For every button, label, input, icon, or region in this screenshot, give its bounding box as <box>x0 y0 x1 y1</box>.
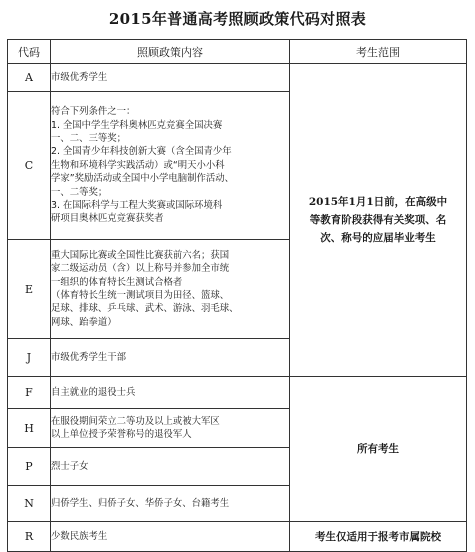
content-line: 少数民族考生 <box>51 530 108 542</box>
content-line: 烈士子女 <box>51 460 89 472</box>
content-line: 研项目奥林匹克竞赛获奖者 <box>51 213 164 225</box>
scope-line: 所有考生 <box>357 443 399 455</box>
policy-code-table <box>7 39 467 552</box>
content-line: 学家”奖励活动或全国中小学电脑制作活动、 <box>51 173 234 185</box>
policy-content <box>51 92 290 240</box>
policy-code: C <box>8 92 51 240</box>
table-row <box>8 64 467 92</box>
policy-content <box>51 377 290 409</box>
policy-content <box>51 522 290 552</box>
content-line: （体育特长生统一测试项目为田径、篮球、 <box>51 290 230 301</box>
policy-code: N <box>8 486 51 522</box>
policy-content <box>51 64 290 92</box>
policy-code: R <box>8 522 51 552</box>
scope-cell-municipal <box>290 522 467 552</box>
policy-content <box>51 409 290 448</box>
content-line: 一、二、三等奖； <box>51 132 127 144</box>
content-line: 生物和环境科学实践活动）或“明天小小科 <box>51 159 225 171</box>
scope-line: 考生仅适用于报考市属院校 <box>315 530 441 543</box>
scope-line: 次、称号的应届毕业考生 <box>320 232 436 244</box>
table-row <box>8 522 467 552</box>
policy-content <box>51 339 290 377</box>
content-line: 市级优秀学生干部 <box>51 351 127 363</box>
content-line: 家二级运动员（含）以上称号并参加全市统 <box>51 263 230 275</box>
policy-content <box>51 448 290 486</box>
content-line: 1. 全国中学生学科奥林匹克竞赛全国决赛 <box>51 119 223 131</box>
content-line: 足球、排球、乒乓球、武术、游泳、羽毛球、 <box>51 303 239 315</box>
scope-cell-all <box>290 377 467 522</box>
content-line: 一组织的体育特长生测试合格者 <box>51 276 183 288</box>
header-content: 照顾政策内容 <box>51 40 290 64</box>
table-row <box>8 377 467 409</box>
policy-code: F <box>8 377 51 409</box>
policy-code: H <box>8 409 51 448</box>
content-line: 3. 在国际科学与工程大奖赛或国际环境科 <box>51 200 223 212</box>
scope-cell-graduates <box>290 64 467 377</box>
policy-code: A <box>8 64 51 92</box>
content-line: 以上单位授予荣誉称号的退役军人 <box>51 429 192 440</box>
scope-line: 等教育阶段获得有关奖项、名 <box>309 214 447 226</box>
content-line: 网球、跆拳道） <box>51 316 117 328</box>
header-scope: 考生范围 <box>290 40 467 64</box>
policy-code: E <box>8 240 51 339</box>
header-code: 代码 <box>8 40 51 64</box>
policy-code: J <box>8 339 51 377</box>
content-line: 在服役期间荣立二等功及以上或被大军区 <box>51 415 220 427</box>
scope-line: 2015年1月1日前，在高级中 <box>308 196 448 208</box>
content-line: 符合下列条件之一： <box>51 106 136 118</box>
content-line: 市级优秀学生 <box>51 71 108 83</box>
policy-content <box>51 240 290 339</box>
table-header-row <box>8 40 467 64</box>
content-line: 一、二等奖； <box>51 186 108 198</box>
policy-content <box>51 486 290 522</box>
content-line: 自主就业的退役士兵 <box>51 386 136 398</box>
page-title: 2015年普通高考照顾政策代码对照表 <box>108 10 367 28</box>
content-line: 2. 全国青少年科技创新大赛（含全国青少年 <box>51 146 232 158</box>
content-line: 重大国际比赛或全国性比赛获前六名；获国 <box>51 249 230 261</box>
policy-code: P <box>8 448 51 486</box>
content-line: 归侨学生、归侨子女、华侨子女、台籍考生 <box>51 497 230 509</box>
